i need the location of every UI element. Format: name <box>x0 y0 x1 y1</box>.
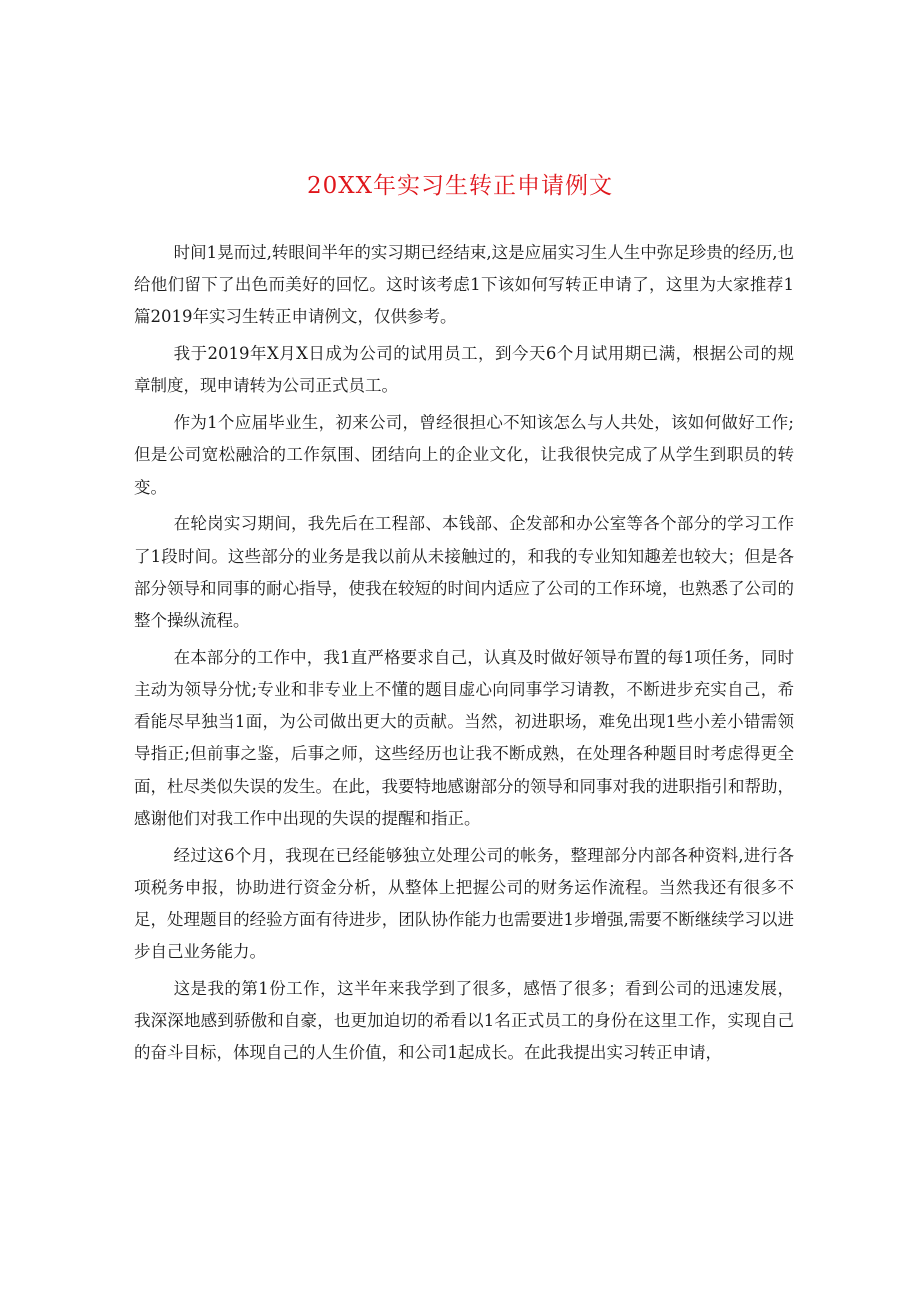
paragraph: 我于2019年X月X日成为公司的试用员工，到今天6个月试用期已满，根据公司的规章制度，现申请转为公司正式员工。 <box>134 344 794 396</box>
paragraph: 这是我的第1份工作，这半年来我学到了很多，感悟了很多；看到公司的迅速发展，我深深地感到骄傲和自豪，也更加迫切的希看以1名正式员工的身份在这里工作，实现自己的奋斗目标，体现自己的人生价值，和公司1起成长。在此我提出实习转正申请， <box>134 979 794 1063</box>
paragraph: 经过这6个月，我现在已经能够独立处理公司的帐务，整理部分内部各种资料,进行各项税务申报，协助进行资金分析，从整体上把握公司的财务运作流程。当然我还有很多不足，处理题目的经验方面有待进步，团队协作能力也需要进1步增强,需要不断继续学习以进步自己业务能力。 <box>134 845 794 962</box>
document-title: 20XX年实习生转正申请例文 <box>306 173 613 199</box>
paragraph: 在本部分的工作中，我1直严格要求自己，认真及时做好领导布置的每1项任务，同时主动为领导分忧;专业和非专业上不懂的题目虚心向同事学习请教，不断进步充实自己，希看能尽早独当1面，为公司做出更大的贡献。当然，初进职场，难免出现1些小差小错需领导指正;但前事之鉴，后事之师，这些经历也让我不断成熟，在处理各种题目时考虑得更全面，杜尽类似失误的发生。在此，我要特地感谢部分的领导和同事对我的进职指引和帮助，感谢他们对我工作中出现的失误的提醒和指正。 <box>134 647 794 828</box>
paragraph: 在轮岗实习期间，我先后在工程部、本钱部、企发部和办公室等各个部分的学习工作了1段时间。这些部分的业务是我以前从未接触过的，和我的专业知知趣差也较大；但是各部分领导和同事的耐心指导，使我在较短的时间内适应了公司的工作环境，也熟悉了公司的整个操纵流程。 <box>134 514 794 631</box>
paragraph: 作为1个应届毕业生，初来公司，曾经很担心不知该怎么与人共处，该如何做好工作;但是公司宽松融洽的工作氛围、团结向上的企业文化，让我很快完成了从学生到职员的转变。 <box>134 413 794 497</box>
paragraph: 时间1晃而过,转眼间半年的实习期已经结束,这是应届实习生人生中弥足珍贵的经历,也给他们留下了出色而美好的回忆。这时该考虑1下该如何写转正申请了，这里为大家推荐1篇2019年实习生转正申请例文，仅供参考。 <box>134 243 794 327</box>
document-body <box>134 237 794 1074</box>
